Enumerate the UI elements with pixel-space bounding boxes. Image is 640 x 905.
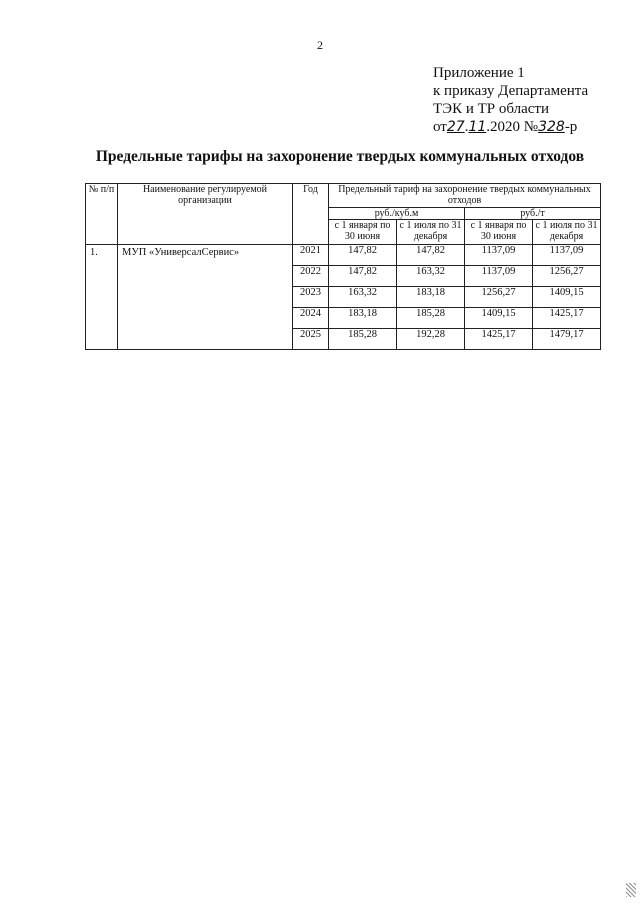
tariff-t-h1-cell: 1137,09 [465, 266, 533, 287]
table-row [86, 245, 601, 266]
year-cell: 2025 [293, 329, 329, 350]
year-cell: 2024 [293, 308, 329, 329]
header-unit-t: руб./т [465, 208, 601, 220]
header-organization: Наименование регулируемой организации [118, 184, 293, 245]
tariff-m3-h1-cell: 147,82 [329, 266, 397, 287]
tariff-t-h1-cell: 1425,17 [465, 329, 533, 350]
date-month: 11 [468, 119, 487, 135]
tariff-m3-h2-cell: 147,82 [397, 245, 465, 266]
tariff-t-h2-cell: 1479,17 [533, 329, 601, 350]
header-period-m3-h2: с 1 июля по 31 декабря [397, 220, 465, 245]
year-cell: 2022 [293, 266, 329, 287]
tariff-m3-h2-cell: 185,28 [397, 308, 465, 329]
header-period-t-h1: с 1 января по 30 июня [465, 220, 533, 245]
scan-artifact [626, 883, 636, 897]
row-number-cell: 1. [86, 245, 118, 350]
header-period-m3-h1: с 1 января по 30 июня [329, 220, 397, 245]
tariff-t-h1-cell: 1137,09 [465, 245, 533, 266]
order-number-suffix: -р [564, 119, 578, 135]
date-day: 27 [446, 119, 465, 135]
header-number: № п/п [86, 184, 118, 245]
tariff-t-h1-cell: 1256,27 [465, 287, 533, 308]
tariff-table [85, 183, 601, 350]
tariff-m3-h1-cell: 183,18 [329, 308, 397, 329]
tariff-t-h1-cell: 1409,15 [465, 308, 533, 329]
date-prefix: от [433, 119, 447, 135]
appendix-department: ТЭК и ТР области [433, 101, 549, 117]
year-cell: 2023 [293, 287, 329, 308]
tariff-m3-h1-cell: 147,82 [329, 245, 397, 266]
tariff-t-h2-cell: 1425,17 [533, 308, 601, 329]
tariff-t-h2-cell: 1256,27 [533, 266, 601, 287]
tariff-m3-h2-cell: 192,28 [397, 329, 465, 350]
year-cell: 2021 [293, 245, 329, 266]
tariff-m3-h2-cell: 163,32 [397, 266, 465, 287]
date-separator: . [464, 119, 469, 135]
appendix-date-line [433, 118, 633, 136]
tariff-m3-h2-cell: 183,18 [397, 287, 465, 308]
tariff-t-h2-cell: 1137,09 [533, 245, 601, 266]
order-number: 328 [538, 119, 565, 135]
header-period-t-h2: с 1 июля по 31 декабря [533, 220, 601, 245]
document-title: Предельные тарифы на захоронение твердых коммунальных отходов [95, 148, 585, 165]
appendix-order-ref: к приказу Департамента [433, 83, 589, 99]
header-tariff: Предельный тариф на захоронение твердых коммунальных отходов [329, 184, 601, 208]
appendix-block [433, 64, 633, 136]
appendix-title: Приложение 1 [433, 65, 525, 81]
tariff-m3-h1-cell: 185,28 [329, 329, 397, 350]
header-year: Год [293, 184, 329, 245]
header-unit-m3: руб./куб.м [329, 208, 465, 220]
page-number: 2 [317, 38, 323, 52]
organization-cell: МУП «УниверсалСервис» [118, 245, 293, 350]
tariff-t-h2-cell: 1409,15 [533, 287, 601, 308]
tariff-m3-h1-cell: 163,32 [329, 287, 397, 308]
date-year: .2020 № [486, 119, 539, 135]
